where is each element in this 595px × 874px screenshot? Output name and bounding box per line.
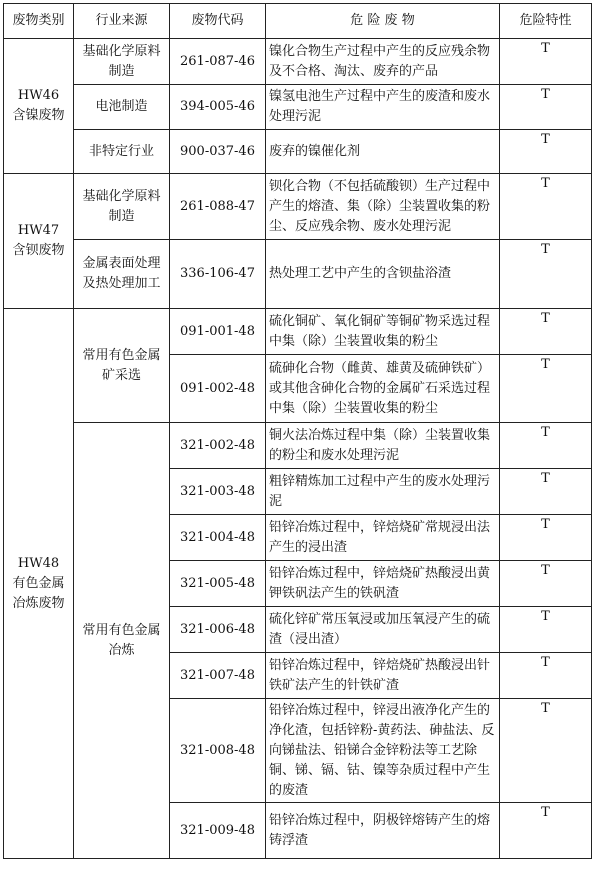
waste-description-cell: 硫化锌矿常压氧浸或加压氧浸产生的硫渣（浸出渣）: [266, 607, 500, 653]
category-code: HW46: [17, 88, 60, 103]
waste-code-cell: 336-106-47: [170, 240, 266, 309]
hazard-characteristic-cell: T: [500, 607, 592, 653]
waste-description-cell: 铜火法冶炼过程中集（除）尘装置收集的粉尘和废水处理污泥: [266, 423, 500, 469]
waste-code-cell: 321-009-48: [170, 803, 266, 859]
category-cell-hw46: [4, 39, 74, 174]
category-cell-hw47: [4, 174, 74, 309]
waste-code-cell: 321-006-48: [170, 607, 266, 653]
category-code: HW48: [17, 555, 60, 571]
industry-source-cell: 电池制造: [74, 85, 170, 130]
waste-code-cell: 900-037-46: [170, 130, 266, 174]
waste-description-cell: 硫砷化合物（雌黄、雄黄及硫砷铁矿）或其他含砷化合物的金属矿石采选过程中集（除）尘装置收集的粉尘: [266, 355, 500, 423]
industry-source-cell: 常用有色金属矿采选: [74, 309, 170, 423]
hazard-characteristic-cell: T: [500, 240, 592, 309]
hazard-characteristic-cell: T: [500, 309, 592, 355]
waste-code-cell: 091-001-48: [170, 309, 266, 355]
waste-description-cell: 铅锌冶炼过程中，锌焙烧矿热酸浸出黄钾铁矾法产生的铁矾渣: [266, 561, 500, 607]
table-row: [4, 423, 592, 469]
waste-code-cell: 321-002-48: [170, 423, 266, 469]
hazard-characteristic-cell: T: [500, 174, 592, 240]
header-industry-source: 行业来源: [74, 4, 170, 39]
table-row: [4, 39, 592, 85]
waste-description-cell: 铅锌冶炼过程中，锌焙烧矿热酸浸出针铁矿法产生的针铁矿渣: [266, 653, 500, 699]
table-row: [4, 130, 592, 174]
hazard-characteristic-cell: T: [500, 423, 592, 469]
header-hazard-characteristic: 危险特性: [500, 4, 592, 39]
waste-description-cell: 铅锌冶炼过程中，阴极锌熔铸产生的熔铸浮渣: [266, 803, 500, 859]
category-name: 有色金属冶炼废物: [12, 575, 65, 611]
hazard-characteristic-cell: T: [500, 561, 592, 607]
hazard-characteristic-cell: T: [500, 355, 592, 423]
waste-code-cell: 261-087-46: [170, 39, 266, 85]
header-waste-code: 废物代码: [170, 4, 266, 39]
category-code: HW47: [17, 223, 60, 238]
industry-source-cell: 基础化学原料制造: [74, 174, 170, 240]
waste-description-cell: 热处理工艺中产生的含钡盐浴渣: [266, 240, 500, 309]
waste-description-cell: 粗锌精炼加工过程中产生的废水处理污泥: [266, 469, 500, 515]
hazard-characteristic-cell: T: [500, 469, 592, 515]
hazardous-waste-table: [3, 3, 592, 859]
table-row: [4, 174, 592, 240]
hazard-characteristic-cell: T: [500, 130, 592, 174]
waste-code-cell: 321-003-48: [170, 469, 266, 515]
hazard-characteristic-cell: T: [500, 653, 592, 699]
waste-code-cell: 321-005-48: [170, 561, 266, 607]
waste-description-cell: 镍化合物生产过程中产生的反应残余物及不合格、淘汰、废弃的产品: [266, 39, 500, 85]
category-name: 含镍废物: [12, 108, 65, 123]
waste-code-cell: 394-005-46: [170, 85, 266, 130]
hazard-characteristic-cell: T: [500, 85, 592, 130]
hazard-characteristic-cell: T: [500, 699, 592, 803]
category-cell-hw48: [4, 309, 74, 859]
industry-source-cell: 非特定行业: [74, 130, 170, 174]
industry-source-cell: 基础化学原料制造: [74, 39, 170, 85]
table-row: [4, 85, 592, 130]
waste-description-cell: 钡化合物（不包括硫酸钡）生产过程中产生的熔渣、集（除）尘装置收集的粉尘、反应残余物、废水处理污泥: [266, 174, 500, 240]
waste-code-cell: 091-002-48: [170, 355, 266, 423]
waste-code-cell: 321-004-48: [170, 515, 266, 561]
waste-description-cell: 铅锌冶炼过程中，锌浸出液净化产生的净化渣，包括锌粉-黄药法、砷盐法、反向锑盐法、铅锑合金锌粉法等工艺除铜、锑、镉、钴、镍等杂质过程中产生的废渣: [266, 699, 500, 803]
waste-code-cell: 261-088-47: [170, 174, 266, 240]
waste-description-cell: 镍氢电池生产过程中产生的废渣和废水处理污泥: [266, 85, 500, 130]
table-header-row: [4, 4, 592, 39]
header-waste-category: 废物类别: [4, 4, 74, 39]
category-name: 含钡废物: [12, 243, 65, 258]
hazard-characteristic-cell: T: [500, 803, 592, 859]
waste-description-cell: 硫化铜矿、氧化铜矿等铜矿物采选过程中集（除）尘装置收集的粉尘: [266, 309, 500, 355]
industry-source-cell: 常用有色金属冶炼: [74, 423, 170, 859]
waste-description-cell: 废弃的镍催化剂: [266, 130, 500, 174]
waste-description-cell: 铅锌冶炼过程中，锌焙烧矿常规浸出法产生的浸出渣: [266, 515, 500, 561]
industry-source-cell: 金属表面处理及热处理加工: [74, 240, 170, 309]
table-row: [4, 309, 592, 355]
hazard-characteristic-cell: T: [500, 515, 592, 561]
table-row: [4, 240, 592, 309]
waste-code-cell: 321-007-48: [170, 653, 266, 699]
header-hazardous-waste: 危 险 废 物: [266, 4, 500, 39]
hazard-characteristic-cell: T: [500, 39, 592, 85]
waste-code-cell: 321-008-48: [170, 699, 266, 803]
